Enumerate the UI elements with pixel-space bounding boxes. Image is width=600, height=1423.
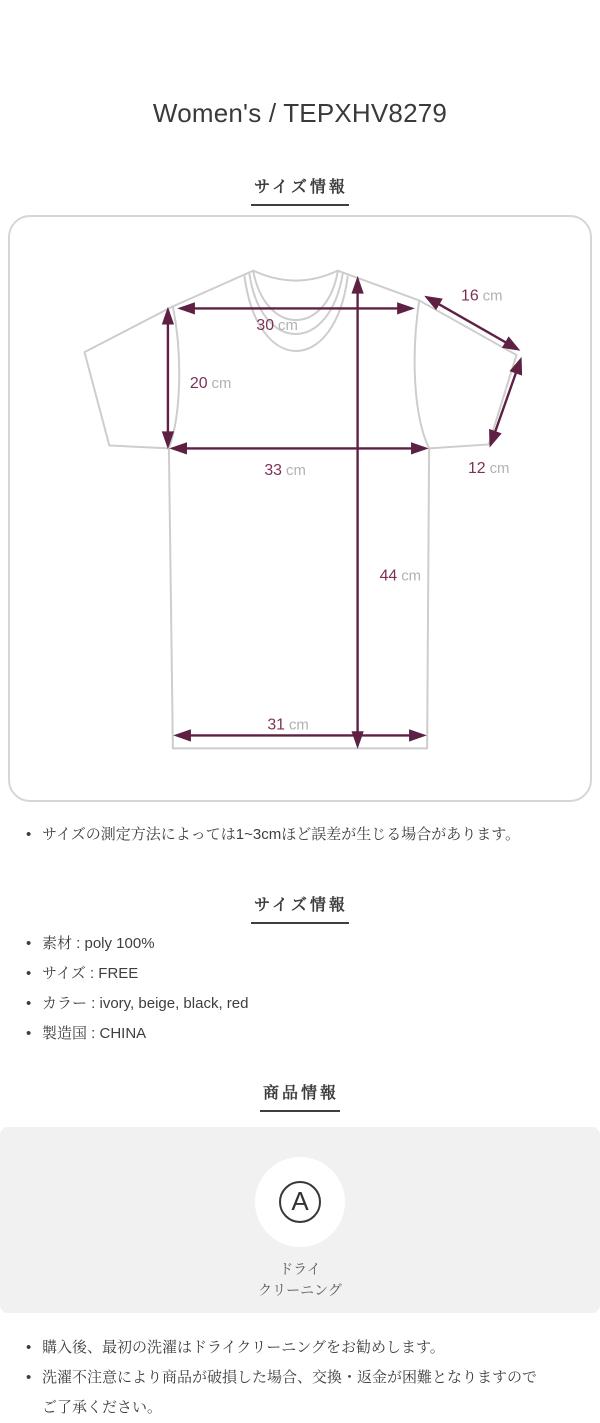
spec-list [26, 929, 544, 1049]
spec-item-color: • カラー : ivory, beige, black, red [26, 989, 544, 1019]
product-section-heading-wrap [260, 1080, 340, 1112]
label-sleeve-length: 16 cm [461, 287, 503, 305]
care-instruction-panel [0, 1127, 600, 1313]
size-diagram-box [8, 215, 592, 802]
label-total-length: 44 cm [379, 567, 422, 585]
spec-item-size: • サイズ : FREE [26, 959, 544, 989]
dry-clean-a-icon: A [279, 1181, 321, 1223]
size-diagram [10, 217, 590, 800]
tshirt-outline [84, 271, 516, 749]
product-section-heading: 商品情報 [260, 1080, 340, 1112]
label-armhole-depth: 20 cm [189, 374, 232, 392]
dry-clean-label-line2: クリーニング [258, 1282, 342, 1298]
spec-item-country: • 製造国 : CHINA [26, 1019, 544, 1049]
measurement-chest-width-arrow [173, 444, 425, 453]
dry-clean-label [258, 1259, 342, 1301]
label-hem-width: 31 cm [267, 716, 309, 734]
size-note-item: • サイズの測定方法によっては1~3cmほど誤差が生じる場合があります。 [26, 823, 544, 847]
care-note-list [26, 1333, 544, 1423]
care-note-item: • 洗濯不注意により商品が破損した場合、交換・返金が困難となりますのでご了承ください。 [26, 1363, 544, 1423]
label-shoulder-width: 30 cm [256, 317, 298, 335]
care-note-item: • 購入後、最初の洗濯はドライクリーニングをお勧めします。 [26, 1333, 544, 1363]
dry-clean-symbol-badge [255, 1157, 345, 1247]
size-note-list [26, 823, 544, 847]
measurement-sleeve-opening-arrow [490, 360, 521, 444]
size-section-heading-wrap [251, 174, 349, 206]
spec-item-material: • 素材 : poly 100% [26, 929, 544, 959]
label-sleeve-opening: 12 cm [467, 460, 510, 478]
measurement-sleeve-length-arrow [427, 297, 517, 349]
size-section-heading: サイズ情報 [251, 174, 349, 206]
spec-section-heading-wrap [251, 892, 349, 924]
dry-clean-label-line1: ドライ [279, 1261, 321, 1277]
label-chest-width: 33 cm [264, 462, 306, 480]
measurement-shoulder-width-arrow [181, 304, 411, 313]
measurement-armhole-depth-arrow [163, 310, 172, 445]
measurement-total-length-arrow [353, 280, 362, 746]
spec-section-heading: サイズ情報 [251, 892, 349, 924]
page-title: Women's / TEPXHV8279 [152, 98, 448, 128]
